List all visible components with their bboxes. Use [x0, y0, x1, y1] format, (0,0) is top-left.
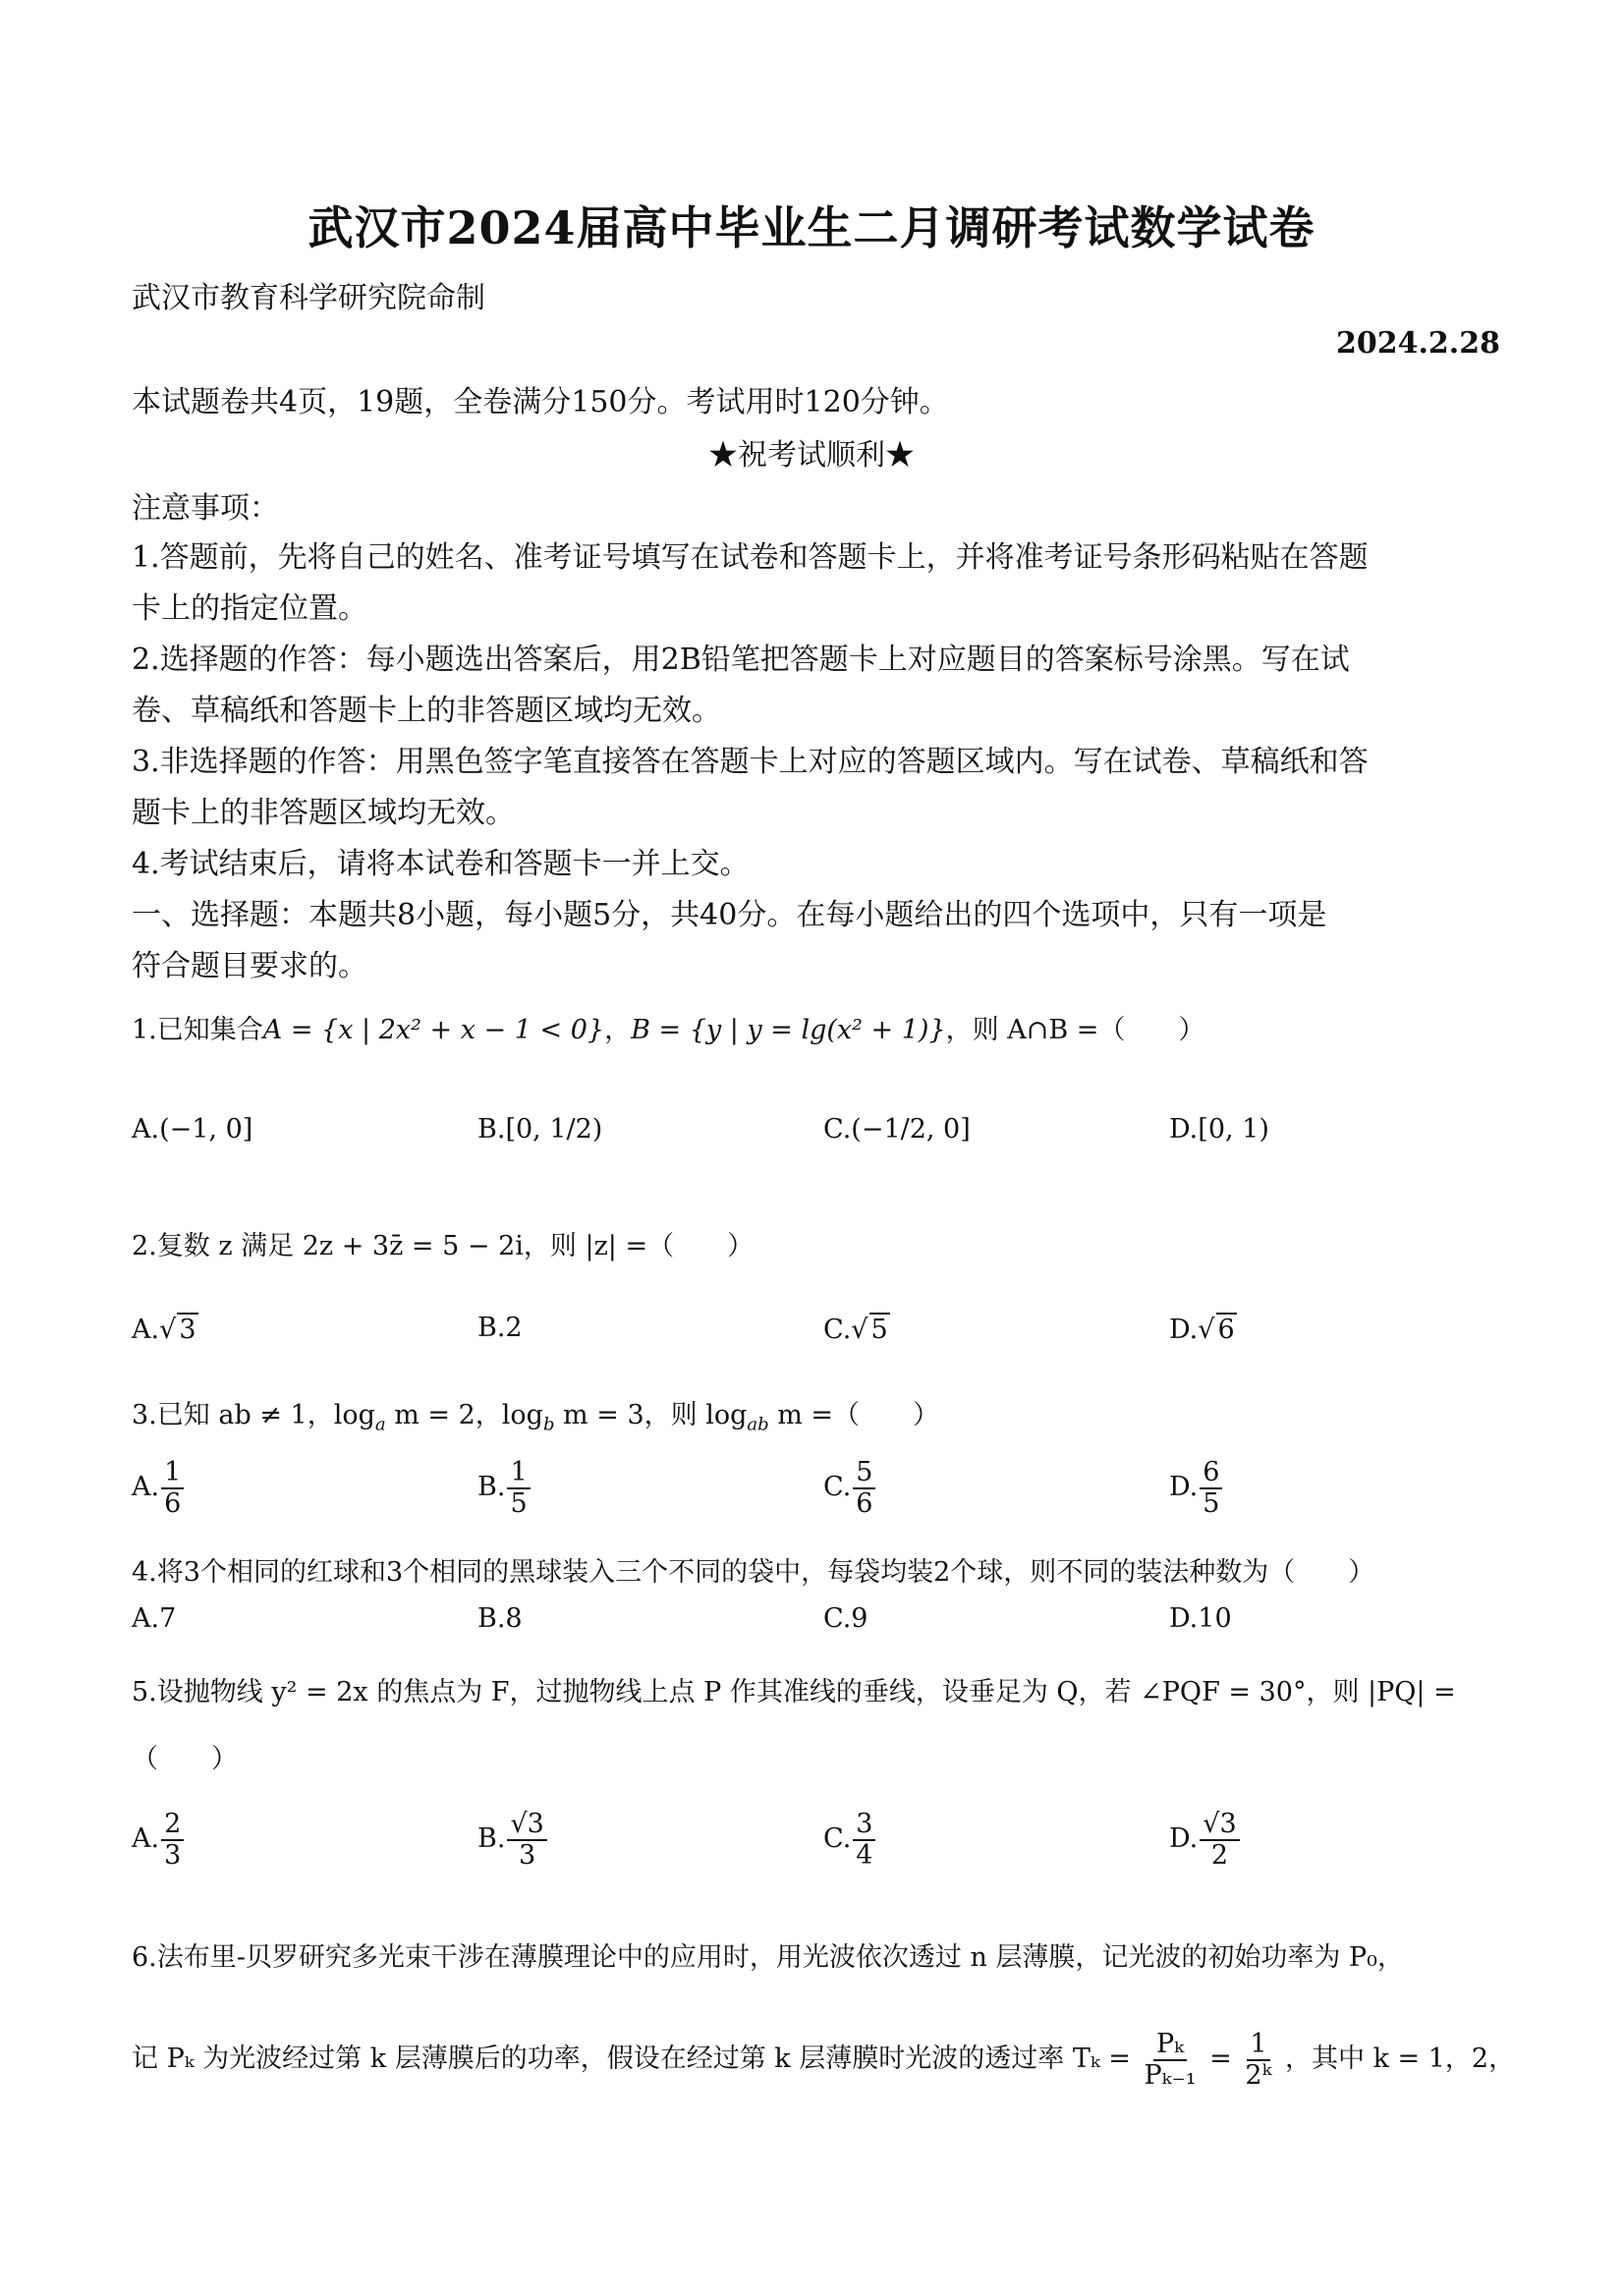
- q3-option-d-den: 5: [1203, 1487, 1220, 1519]
- q5-option-b-num: √3: [507, 1810, 546, 1841]
- q3-mid2: m = 3，则 log: [554, 1400, 748, 1430]
- q3-sub-a: a: [374, 1414, 386, 1435]
- q6-equals: =: [1209, 2044, 1232, 2075]
- q3-sub-ab: ab: [747, 1414, 769, 1435]
- q4-option-d: D.10: [1169, 1603, 1232, 1634]
- q1-option-d-value: [0, 1): [1198, 1114, 1269, 1145]
- q2-option-a-value: 3: [179, 1315, 196, 1345]
- q1-option-d-label: D.: [1169, 1114, 1199, 1145]
- q3-option-b-label: B.: [477, 1472, 506, 1503]
- q3-option-b-den: 5: [510, 1487, 528, 1519]
- q1-option-a-value: (−1, 0]: [159, 1114, 253, 1145]
- exam-date: 2024.2.28: [1335, 326, 1500, 361]
- q3-option-d: [1169, 1458, 1224, 1518]
- q3-mid1: m = 2，log: [385, 1400, 543, 1430]
- q2-option-d-value: 6: [1217, 1315, 1235, 1345]
- q2-option-a-label: A.: [132, 1315, 160, 1345]
- q1-set-a: A = {x | 2x² + x − 1 < 0}: [262, 1015, 605, 1045]
- q1-option-d: [1169, 1114, 1269, 1145]
- q4-option-b: B.8: [477, 1603, 523, 1634]
- q5-option-b-label: B.: [477, 1823, 506, 1855]
- q2-option-a: A.√ 3: [132, 1315, 196, 1345]
- notice-3b: 题卡上的非答题区域均无效。: [132, 796, 515, 830]
- q6-frac1-den: Pₖ₋₁: [1144, 2059, 1197, 2091]
- question-5-stem: 5.设抛物线 y² = 2x 的焦点为 F，过抛物线上点 P 作其准线的垂线，设垂足为 Q，若 ∠PQF = 30°，则 |PQ| =: [132, 1677, 1456, 1708]
- q3-option-a-den: 6: [164, 1487, 182, 1519]
- q5-option-d-den: 2: [1210, 1839, 1229, 1871]
- q6-frac1-num: Pₖ: [1153, 2030, 1187, 2061]
- q2-option-c-value: 5: [870, 1315, 888, 1345]
- q3-option-c-label: C.: [823, 1472, 852, 1503]
- q4-option-a: A.7: [132, 1603, 177, 1634]
- q3-option-a: [132, 1458, 186, 1518]
- notice-1b: 卡上的指定位置。: [132, 591, 367, 626]
- q6-frac2-num: 1: [1247, 2030, 1269, 2061]
- q5-option-d-num: √3: [1200, 1810, 1239, 1841]
- q3-option-c-num: 5: [853, 1458, 875, 1489]
- q6-line2-end: ，其中 k = 1，2，: [1285, 2044, 1516, 2075]
- q5-option-a-num: 2: [161, 1810, 184, 1841]
- question-5-paren: （ ）: [132, 1744, 238, 1774]
- section-heading-a: 一、选择题：本题共8小题，每小题5分，共40分。在每小题给出的四个选项中，只有一项是: [132, 898, 1327, 932]
- q2-option-b: B.2: [477, 1313, 523, 1343]
- question-4-stem: 4.将3个相同的红球和3个相同的黑球装入三个不同的袋中，每袋均装2个球，则不同的装法种数为（ ）: [132, 1557, 1375, 1588]
- q1-option-b-label: B.: [477, 1114, 506, 1145]
- intro-line: 本试题卷共4页，19题，全卷满分150分。考试用时120分钟。: [132, 385, 949, 420]
- q1-option-c: [823, 1114, 971, 1145]
- q3-option-a-label: A.: [132, 1472, 160, 1503]
- q6-frac2-den: 2ᵏ: [1245, 2059, 1272, 2091]
- q3-stem-end: m =（ ）: [768, 1400, 940, 1430]
- question-6-line-1: 6.法布里-贝罗研究多光束干涉在薄膜理论中的应用时，用光波依次透过 n 层薄膜，记光波的初始功率为 P₀，: [132, 1942, 1405, 1973]
- exam-title: 武汉市2024届高中毕业生二月调研考试数学试卷: [308, 201, 1315, 254]
- q1-option-c-value: (−1/2, 0]: [851, 1114, 971, 1145]
- q5-option-c: [823, 1810, 877, 1870]
- notice-3a: 3.非选择题的作答：用黑色签字笔直接答在答题卡上对应的答题区域内。写在试卷、草稿纸和答: [132, 745, 1369, 779]
- q5-option-b-den: 3: [519, 1839, 536, 1871]
- q2-option-d-label: D.: [1169, 1315, 1199, 1345]
- q5-option-d: [1169, 1810, 1242, 1870]
- q3-sub-b: b: [542, 1414, 555, 1435]
- q3-option-d-label: D.: [1169, 1472, 1199, 1503]
- q3-option-c-den: 6: [856, 1487, 873, 1519]
- q3-option-b-num: 1: [507, 1458, 530, 1489]
- q2-option-d: D.√ 6: [1169, 1315, 1235, 1345]
- q5-option-c-num: 3: [853, 1810, 875, 1841]
- notice-2a: 2.选择题的作答：每小题选出答案后，用2B铅笔把答题卡上对应题目的答案标号涂黑。写在试: [132, 643, 1350, 677]
- q1-option-a-label: A.: [132, 1114, 160, 1145]
- q5-option-b: [477, 1810, 549, 1870]
- q1-set-b: B = {y | y = lg(x² + 1)}: [631, 1015, 946, 1045]
- q1-option-b-value: [0, 1/2): [505, 1114, 603, 1145]
- q3-stem-start: 3.已知 ab ≠ 1，log: [132, 1400, 375, 1430]
- q5-option-a-den: 3: [164, 1839, 182, 1871]
- q6-line2-start: 记 Pₖ 为光波经过第 k 层薄膜后的功率，假设在经过第 k 层薄膜时光波的透过率 Tₖ =: [132, 2044, 1131, 2075]
- q5-option-c-label: C.: [823, 1823, 852, 1855]
- q3-option-b: [477, 1458, 532, 1518]
- q5-option-a: [132, 1810, 186, 1870]
- q2-option-c-label: C.: [823, 1315, 852, 1345]
- section-heading-b: 符合题目要求的。: [132, 949, 367, 983]
- q3-option-d-num: 6: [1200, 1458, 1222, 1489]
- q3-option-a-num: 1: [161, 1458, 184, 1489]
- q1-option-c-label: C.: [823, 1114, 852, 1145]
- q3-option-c: [823, 1458, 877, 1518]
- question-1-stem: [132, 1008, 1204, 1046]
- q5-option-c-den: 4: [856, 1839, 873, 1871]
- question-6-line-2: [132, 2030, 1515, 2090]
- q1-suffix: ，则 A∩B =（ ）: [945, 1015, 1205, 1045]
- notice-title: 注意事项：: [132, 491, 279, 526]
- notice-4: 4.考试结束后，请将本试卷和答题卡一并上交。: [132, 847, 750, 881]
- q1-prefix: 1.已知集合: [132, 1015, 263, 1045]
- notice-1a: 1.答题前，先将自己的姓名、准考证号填写在试卷和答题卡上，并将准考证号条形码粘贴在答题: [132, 540, 1369, 575]
- q1-option-b: [477, 1114, 602, 1145]
- q5-option-d-label: D.: [1169, 1823, 1199, 1855]
- author-line: 武汉市教育科学研究院命制: [132, 281, 485, 315]
- question-2-stem: 2.复数 z 满足 2z + 3z̄ = 5 − 2i，则 |z| =（ ）: [132, 1231, 755, 1261]
- q1-option-a: [132, 1114, 252, 1145]
- q4-option-c: C.9: [823, 1603, 868, 1634]
- q2-option-c: C.√ 5: [823, 1315, 888, 1345]
- question-3-stem: [132, 1393, 939, 1434]
- q5-option-a-label: A.: [132, 1823, 160, 1855]
- notice-2b: 卷、草稿纸和答题卡上的非答题区域均无效。: [132, 694, 721, 728]
- q1-sep: ，: [604, 1015, 632, 1045]
- wish-line: ★祝考试顺利★: [708, 438, 915, 473]
